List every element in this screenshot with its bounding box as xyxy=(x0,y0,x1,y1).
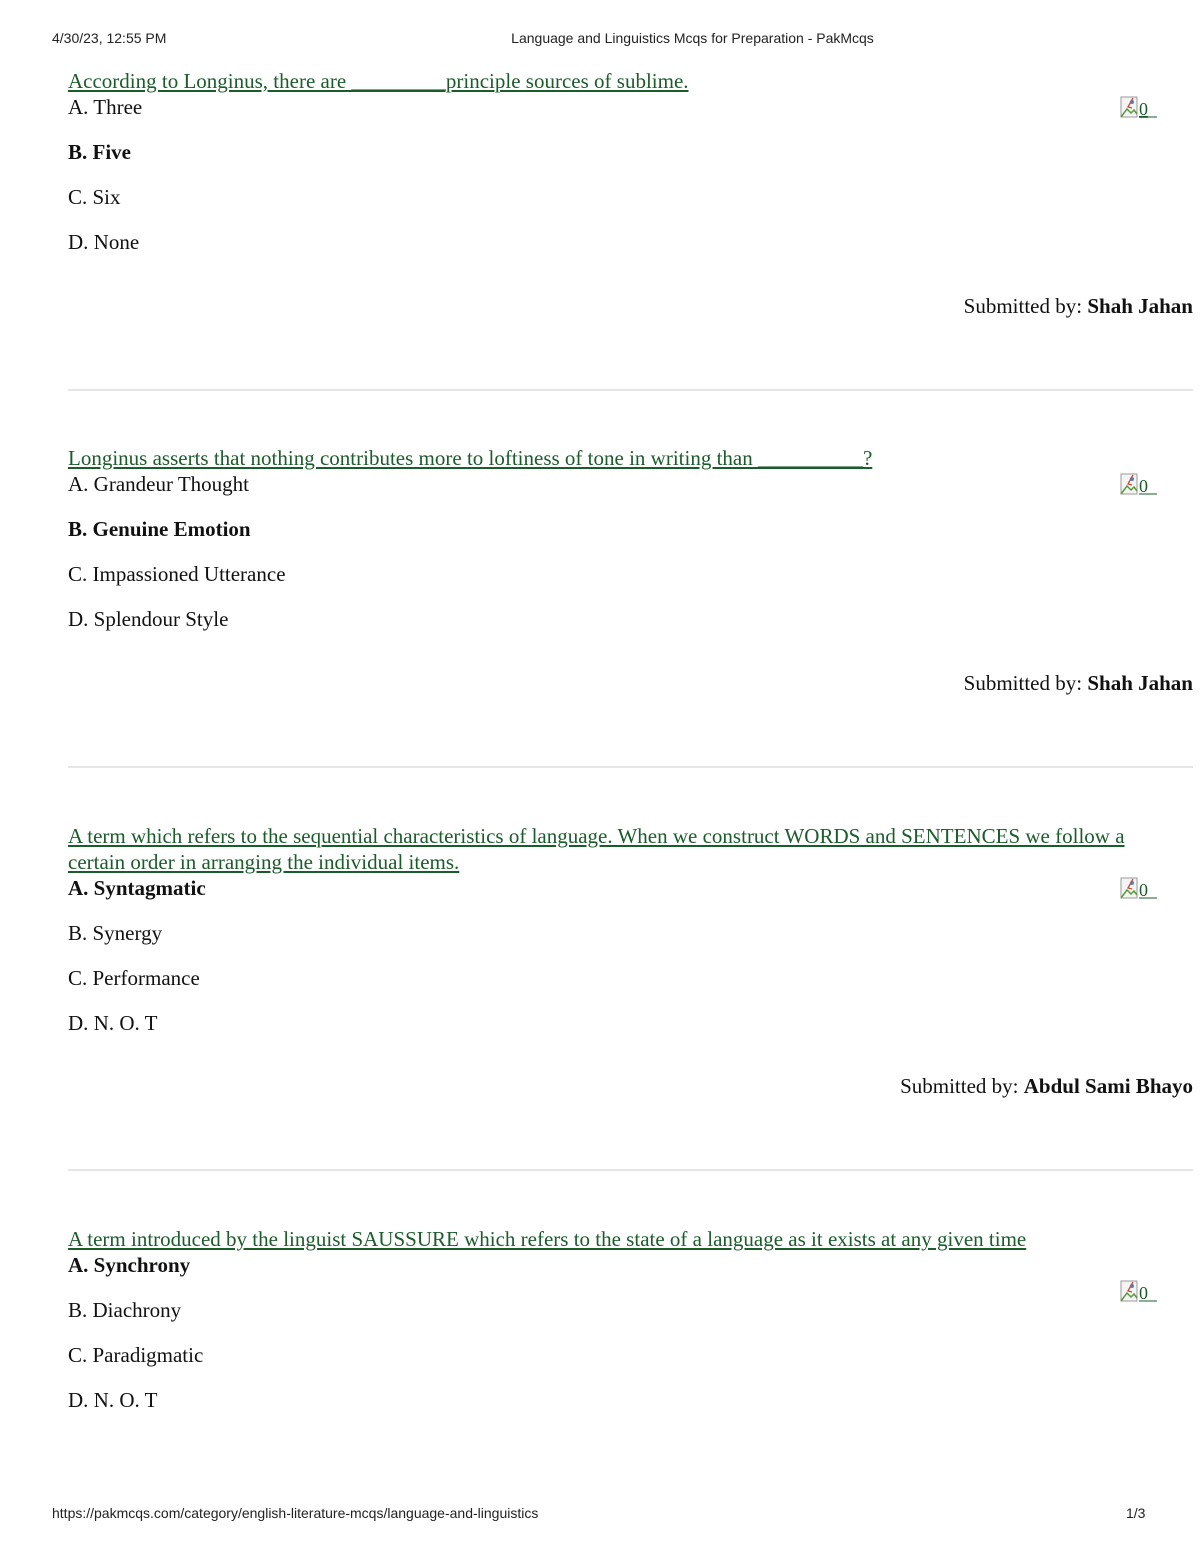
image-alt-text: 0 xyxy=(1139,476,1148,496)
print-datetime: 4/30/23, 12:55 PM xyxy=(52,30,167,46)
broken-image-icon xyxy=(1120,1280,1158,1304)
option-a-correct: A. Syntagmatic xyxy=(68,876,206,900)
mcq-item xyxy=(68,1226,1193,1432)
question-link[interactable]: A term introduced by the linguist SAUSSURE which refers to the state of a language as it exists at any given time xyxy=(68,1227,1027,1251)
option-d: D. Splendour Style xyxy=(68,607,229,631)
options-list xyxy=(68,1252,1193,1432)
option-d: D. N. O. T xyxy=(68,1011,158,1035)
submitter-name: Abdul Sami Bhayo xyxy=(1023,1074,1193,1098)
option-d: D. N. O. T xyxy=(68,1388,158,1412)
print-header xyxy=(0,30,1200,50)
submitter-name: Shah Jahan xyxy=(1087,671,1193,695)
option-c: C. Paradigmatic xyxy=(68,1343,204,1367)
submitted-by xyxy=(964,670,1193,696)
divider xyxy=(68,766,1193,768)
options-list xyxy=(68,94,1193,274)
options-list xyxy=(68,471,1193,651)
question-link[interactable]: A term which refers to the sequential characteristics of language. When we construct WORDS and SENTENCES we follow a certain order in arranging the individual items. xyxy=(68,824,1125,874)
question-link[interactable]: According to Longinus, there are _________principle sources of sublime. xyxy=(68,69,689,93)
option-b: B. Synergy xyxy=(68,921,163,945)
divider xyxy=(68,1169,1193,1171)
question-link[interactable]: Longinus asserts that nothing contributes more to loftiness of tone in writing than __________? xyxy=(68,446,873,470)
image-alt-text: 0 xyxy=(1139,880,1148,900)
submitted-label: Submitted by: xyxy=(900,1074,1024,1098)
option-a: A. Three xyxy=(68,95,143,119)
submitter-name: Shah Jahan xyxy=(1087,294,1193,318)
submitted-by xyxy=(964,293,1193,319)
option-a-correct: A. Synchrony xyxy=(68,1253,191,1277)
submitted-by xyxy=(900,1073,1193,1099)
option-b-correct: B. Five xyxy=(68,140,131,164)
option-d: D. None xyxy=(68,230,140,254)
broken-image-icon xyxy=(1120,473,1158,497)
option-b-correct: B. Genuine Emotion xyxy=(68,517,251,541)
options-list xyxy=(68,875,1193,1055)
option-b: B. Diachrony xyxy=(68,1298,182,1322)
print-page-title: Language and Linguistics Mcqs for Preparation - PakMcqs xyxy=(511,30,874,46)
submitted-label: Submitted by: xyxy=(963,294,1088,318)
option-c: C. Performance xyxy=(68,966,200,990)
mcq-item xyxy=(68,823,1193,1098)
broken-image-icon xyxy=(1120,877,1158,901)
print-page-number: 1/3 xyxy=(1126,1505,1146,1521)
broken-image-icon xyxy=(1120,96,1158,120)
image-alt-text: 0 xyxy=(1139,99,1148,119)
option-c: C. Impassioned Utterance xyxy=(68,562,286,586)
divider xyxy=(68,389,1193,391)
submitted-label: Submitted by: xyxy=(963,671,1088,695)
option-c: C. Six xyxy=(68,185,121,209)
mcq-item xyxy=(68,445,1193,695)
image-alt-text: 0 xyxy=(1139,1283,1148,1303)
option-a: A. Grandeur Thought xyxy=(68,472,249,496)
mcq-item xyxy=(68,68,1193,318)
print-url: https://pakmcqs.com/category/english-literature-mcqs/language-and-linguistics xyxy=(52,1505,539,1521)
